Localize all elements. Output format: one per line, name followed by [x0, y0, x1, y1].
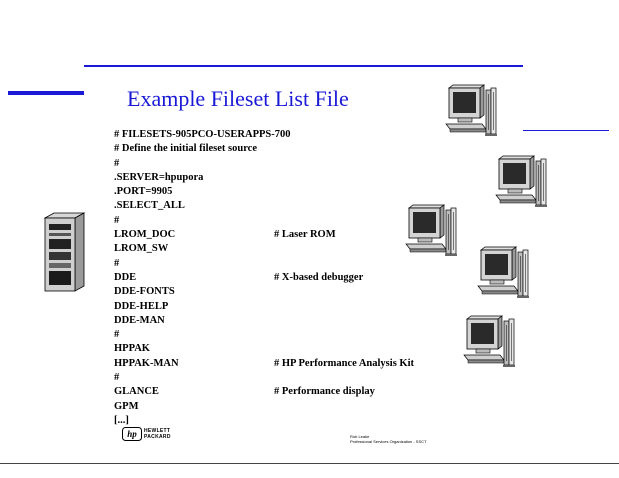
code-line [114, 300, 290, 314]
code-text: # [114, 214, 120, 226]
code-line [114, 400, 290, 414]
footer-author: Rob Leake [350, 434, 370, 439]
workstation-icon [476, 246, 534, 300]
code-text: [...] [114, 414, 129, 426]
code-text: DDE-HELP [114, 300, 169, 312]
code-line [114, 357, 414, 371]
code-line [114, 214, 290, 228]
code-text: HPPAK [114, 343, 150, 355]
hp-logo-wordmark: HEWLETT PACKARD [144, 428, 171, 440]
code-line [114, 328, 290, 342]
code-text: # [114, 372, 120, 384]
code-line [114, 228, 336, 242]
code-text: # Define the initial fileset source [114, 143, 257, 155]
svg-text:hp: hp [127, 429, 137, 439]
workstation-icon [462, 315, 520, 369]
code-line [114, 285, 290, 299]
code-text: # FILESETS-905PCO-USERAPPS-700 [114, 129, 291, 140]
code-line [114, 371, 290, 385]
code-line [114, 199, 290, 213]
code-text: LROM_SW [114, 243, 169, 255]
code-text: DDE-FONTS [114, 286, 175, 298]
left-accent-rule [8, 91, 84, 95]
code-line [114, 342, 290, 356]
code-text: DDE [114, 271, 137, 283]
code-text: DDE-MAN [114, 314, 165, 326]
code-line [114, 157, 290, 171]
code-text: # [114, 257, 120, 269]
code-line [114, 271, 364, 285]
footer-organization: Professional Services Organization - SSCT [350, 439, 427, 444]
workstation-icon [494, 155, 552, 209]
top-rule [84, 65, 523, 67]
code-line [114, 385, 375, 399]
footer [350, 434, 426, 444]
code-text: .SERVER=hpupora [114, 171, 204, 183]
code-comment: # HP Performance Analysis Kit [274, 357, 414, 369]
workstation-icon [444, 84, 502, 138]
code-line [114, 171, 290, 185]
code-text: .PORT=9905 [114, 186, 173, 198]
code-line [114, 257, 290, 271]
code-line [114, 142, 290, 156]
code-text: GPM [114, 400, 139, 412]
workstation-icon [404, 204, 462, 258]
code-text: HPPAK-MAN [114, 357, 179, 369]
code-line [114, 128, 290, 142]
hp-logo-icon [122, 427, 142, 441]
bottom-divider [0, 463, 619, 464]
code-text: LROM_DOC [114, 229, 176, 241]
fileset-list [114, 128, 414, 428]
slide-title: Example Fileset List File [127, 86, 349, 111]
code-line [114, 242, 290, 256]
right-accent-rule [523, 130, 609, 131]
code-comment: # Performance display [274, 386, 375, 398]
code-text: GLANCE [114, 386, 159, 398]
code-text: # [114, 157, 120, 169]
code-text: .SELECT_ALL [114, 200, 185, 212]
code-text: # [114, 329, 120, 341]
server-tower-icon [40, 212, 86, 292]
code-line [114, 185, 290, 199]
code-comment: # Laser ROM [274, 229, 336, 241]
code-comment: # X-based debugger [274, 271, 364, 283]
code-line [114, 314, 290, 328]
